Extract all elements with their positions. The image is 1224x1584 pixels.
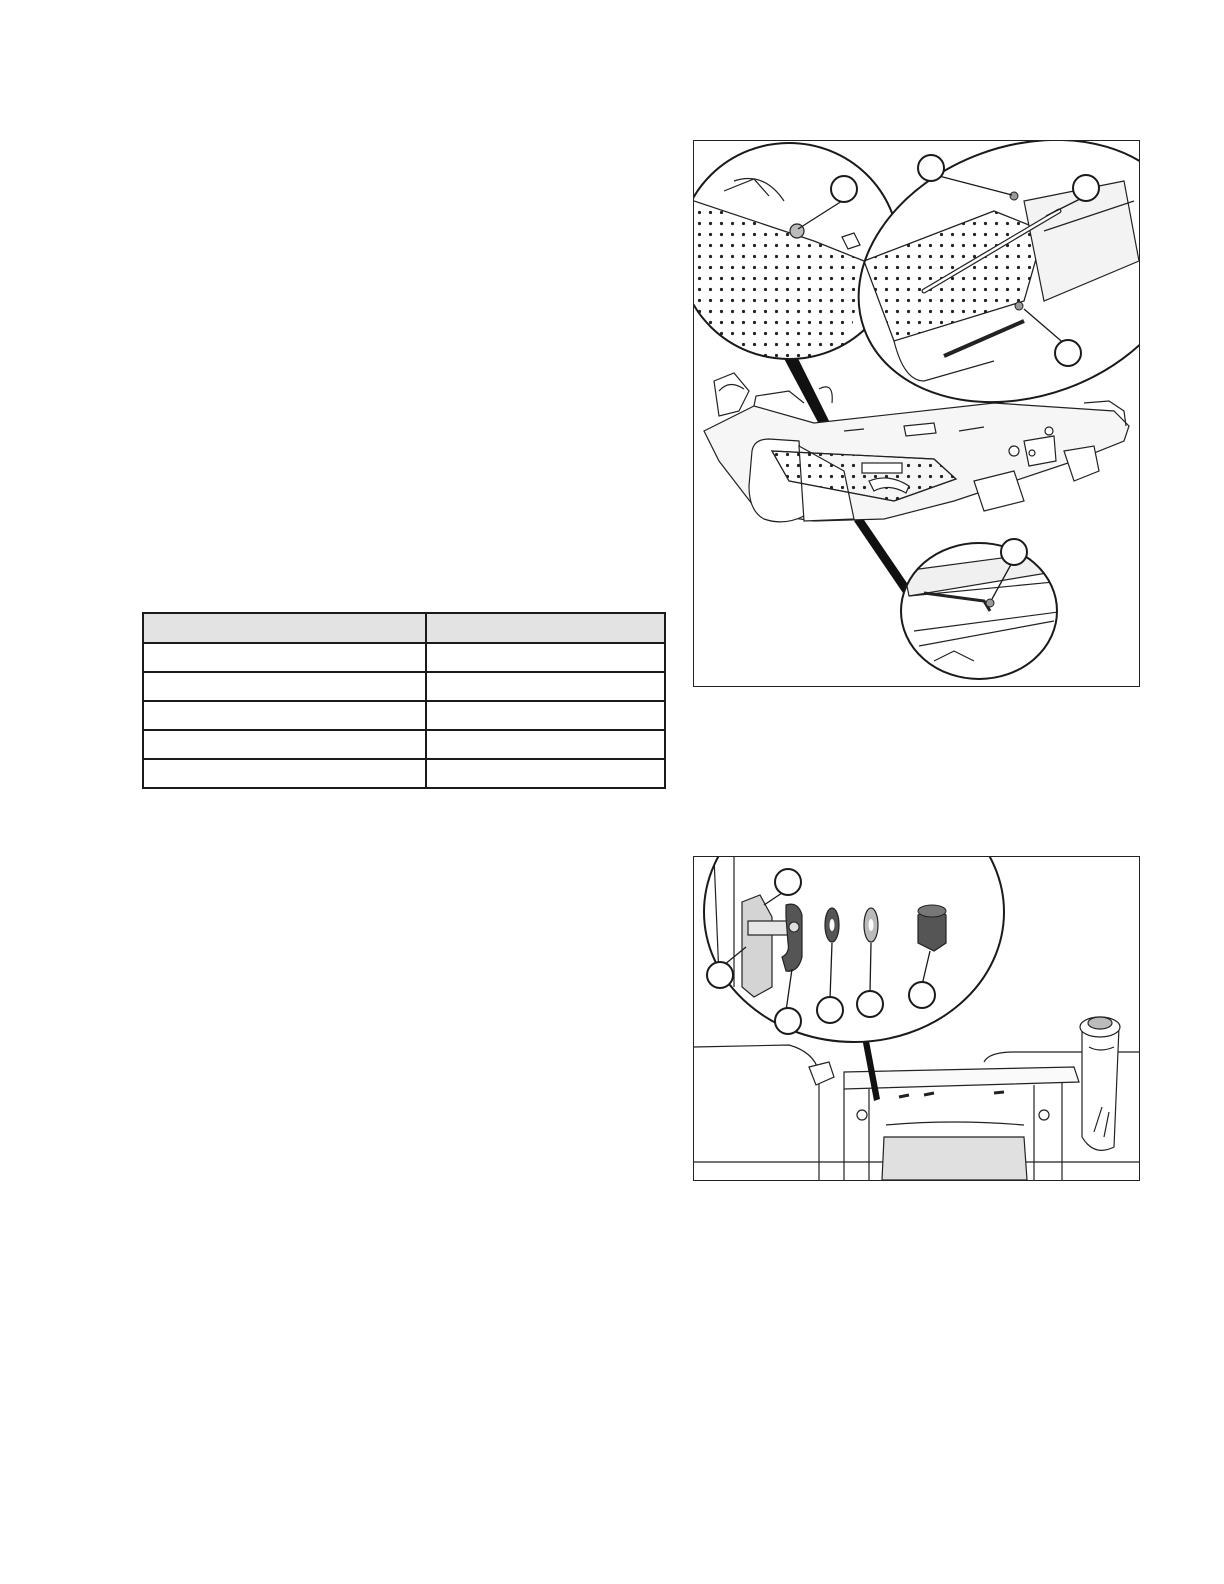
callout-marker (1001, 539, 1027, 565)
spec-table (142, 612, 666, 789)
machine-background (694, 1017, 1139, 1180)
callout-marker (817, 997, 843, 1023)
table-row (143, 672, 665, 701)
callout-marker (918, 155, 944, 181)
table-header-cell (143, 613, 426, 643)
table-row (143, 759, 665, 788)
callout-marker (1073, 175, 1099, 201)
table-header-row (143, 613, 665, 643)
table-row (143, 730, 665, 759)
table-cell (426, 672, 665, 701)
callout-marker (707, 962, 733, 988)
table-cell (426, 730, 665, 759)
table-cell (143, 672, 426, 701)
table-cell (143, 643, 426, 672)
callout-marker (775, 869, 801, 895)
table-cell (426, 643, 665, 672)
table-cell (143, 759, 426, 788)
hardware-stack-illustration (694, 857, 1139, 1180)
table-row (143, 701, 665, 730)
table-cell (426, 701, 665, 730)
figure-frame-assembly (693, 140, 1140, 687)
frame-assembly-illustration (694, 141, 1139, 686)
detail-circle-top (694, 857, 1014, 1057)
figure-hardware-stack (693, 856, 1140, 1181)
table-row (143, 643, 665, 672)
frame-main (704, 373, 1129, 522)
callout-marker (831, 176, 857, 202)
table-cell (426, 759, 665, 788)
callout-marker (1055, 340, 1081, 366)
callout-marker (909, 982, 935, 1008)
table-header-cell (426, 613, 665, 643)
table-cell (143, 701, 426, 730)
callout-marker (857, 991, 883, 1017)
table-cell (143, 730, 426, 759)
callout-marker (775, 1008, 801, 1034)
detail-circle-bottom (894, 536, 1074, 686)
